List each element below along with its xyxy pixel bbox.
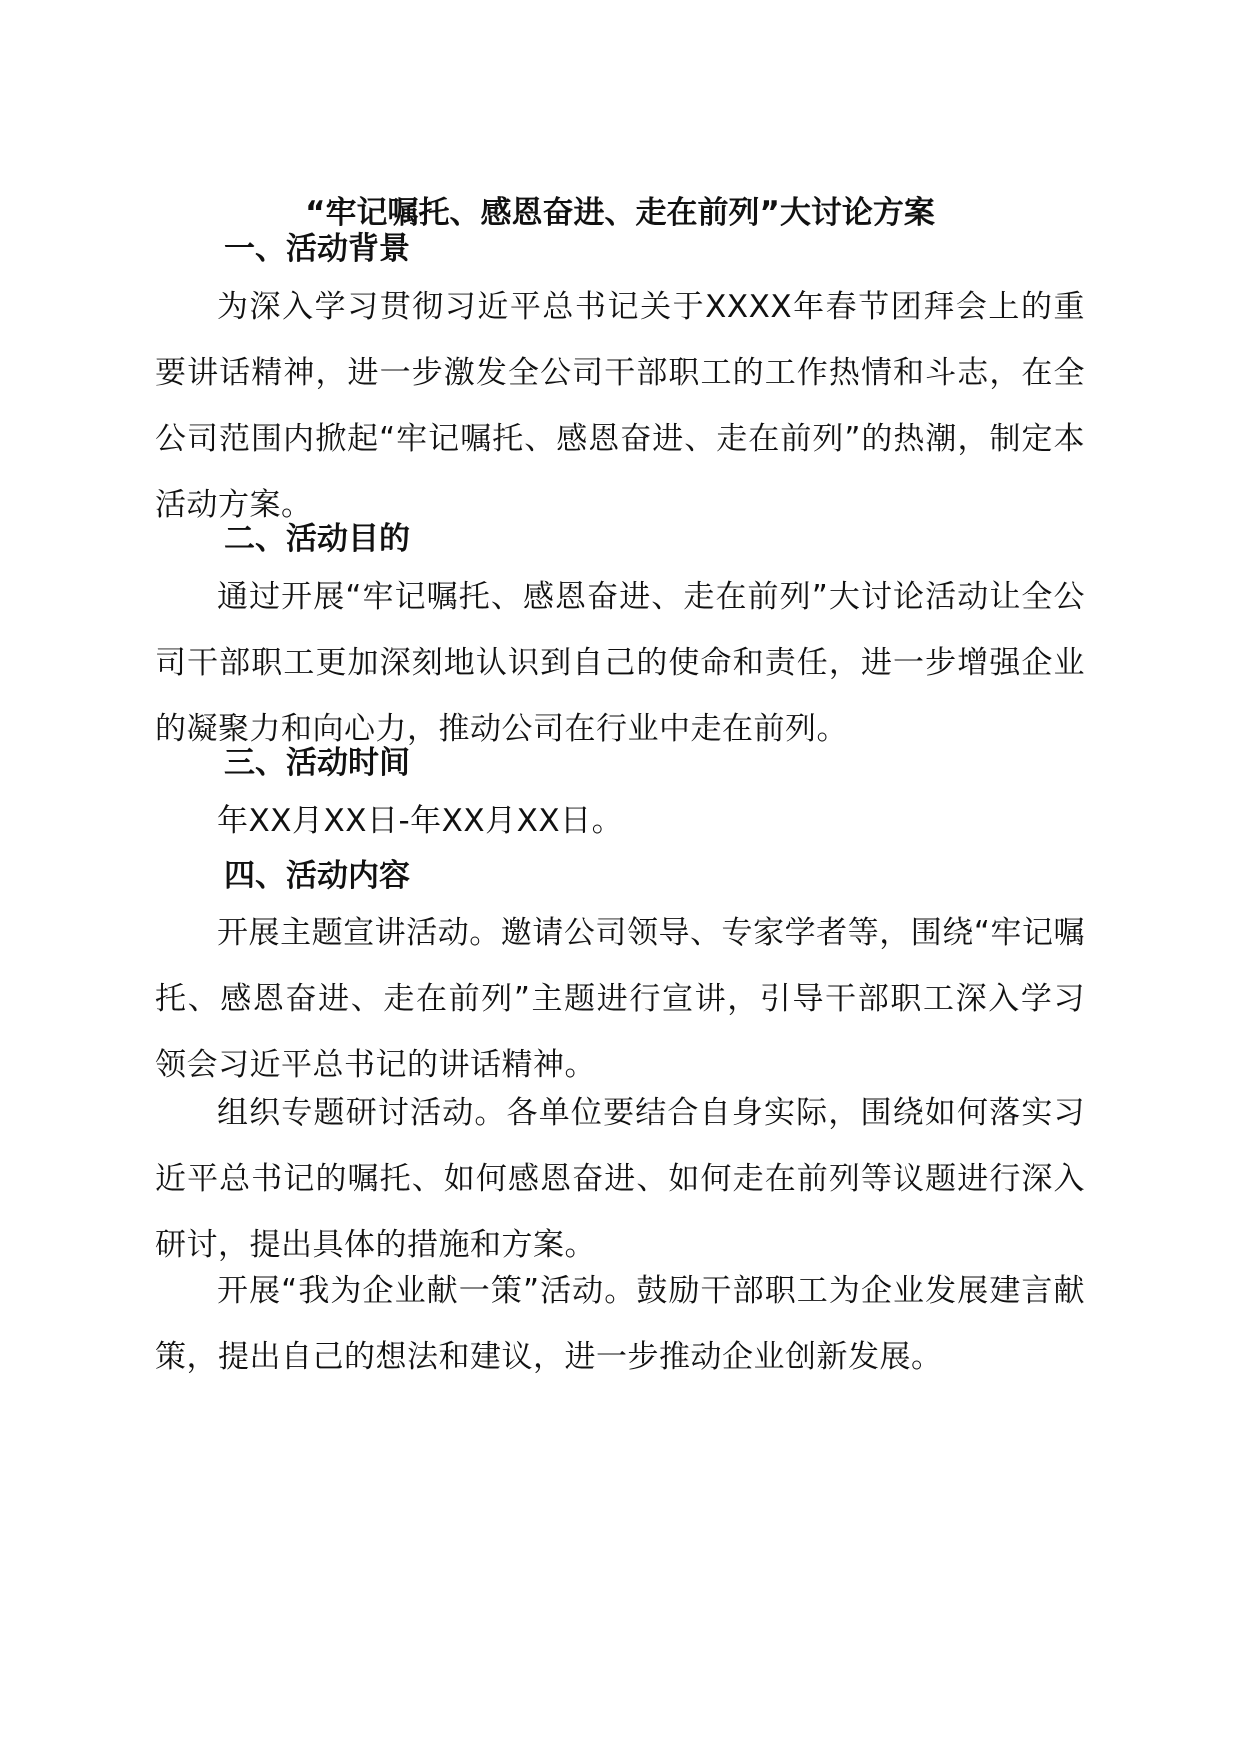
section-heading-content: 四、活动内容	[224, 858, 410, 894]
paragraph-content-lecture: 开展主题宣讲活动。邀请公司领导、专家学者等，围绕“牢记嘱托、感恩奋进、走在前列”主题进行宣讲，引导干部职工深入学习领会习近平总书记的讲话精神。	[155, 915, 1085, 1083]
section-heading-time: 三、活动时间	[224, 745, 410, 781]
paragraph-content-suggestion: 开展“我为企业献一策”活动。鼓励干部职工为企业发展建言献策，提出自己的想法和建议，进一步推动企业创新发展。	[155, 1273, 1085, 1375]
section-heading-background: 一、活动背景	[224, 231, 410, 267]
paragraph-content-seminar: 组织专题研讨活动。各单位要结合自身实际，围绕如何落实习近平总书记的嘱托、如何感恩奋进、如何走在前列等议题进行深入研讨，提出具体的措施和方案。	[155, 1095, 1085, 1263]
paragraph-purpose: 通过开展“牢记嘱托、感恩奋进、走在前列”大讨论活动让全公司干部职工更加深刻地认识到自己的使命和责任，进一步增强企业的凝聚力和向心力，推动公司在行业中走在前列。	[155, 579, 1085, 747]
paragraph-time: 年XX月XX日-年XX月XX日。	[217, 803, 624, 839]
paragraph-background: 为深入学习贯彻习近平总书记关于XXXX年春节团拜会上的重要讲话精神，进一步激发全公司干部职工的工作热情和斗志，在全公司范围内掀起“牢记嘱托、感恩奋进、走在前列”的热潮，制定本活动方案。	[155, 289, 1085, 523]
document-title: “牢记嘱托、感恩奋进、走在前列”大讨论方案	[305, 195, 935, 231]
section-heading-purpose: 二、活动目的	[224, 521, 410, 557]
